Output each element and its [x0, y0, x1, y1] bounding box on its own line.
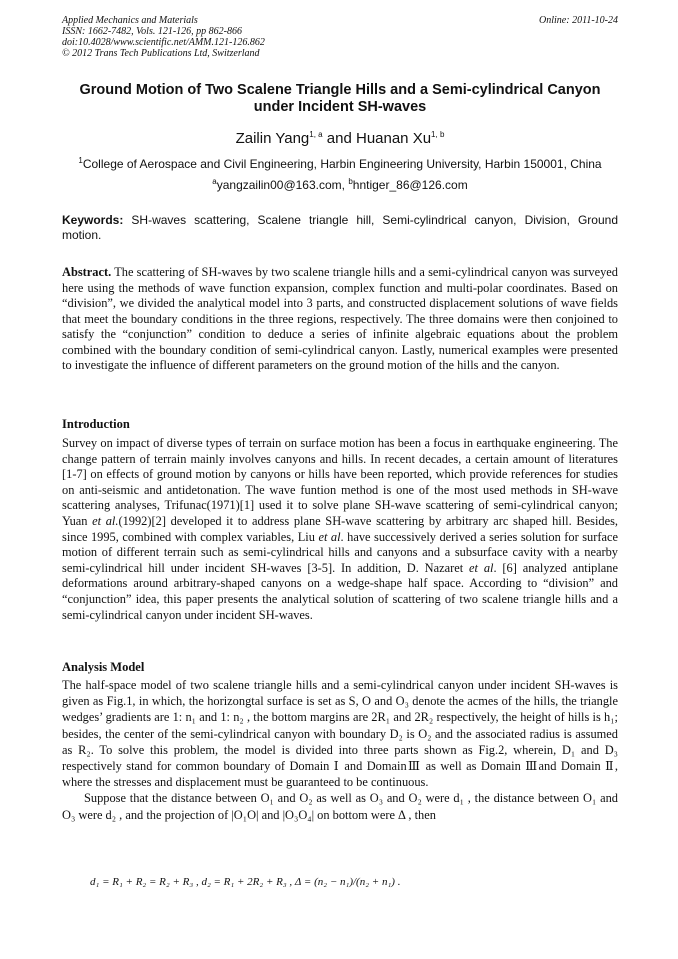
analysis-paragraph-1: The half-space model of two scalene triangle hills and a semi-cylindrical canyon under incident SH-waves is given as Fig.1, in which, the horizongtal surface is set as S, O and O₃ denote the acmes of the hills, the triangle wedges’ gradients are 1: n₁ and 1: n₂ , the bottom margins are 2R₁ and 2R₂ respectively, the height of hills is h₁; besides, the center of the semi-cylindrical canyon with boundary D₂ is O₂ and the associated radius is assumed as R₂. To solve this problem, the model is divided into three parts shown as Fig.2, wherein, D₁ and D₃ respectively stand for common boundary of Domain Ⅰ and DomainⅢ as well as Domain Ⅲand Domain Ⅱ, where the stresses and displacement must be guaranteed to be continuous.: [62, 678, 618, 790]
issn-line: ISSN: 1662-7482, Vols. 121-126, pp 862-866: [62, 26, 242, 37]
journal-name: Applied Mechanics and Materials: [62, 15, 198, 26]
author-1-sup: 1, a: [309, 130, 323, 139]
introduction-body: [62, 436, 618, 623]
email-a-sup: a: [212, 177, 217, 186]
intro-part-2: (1992)[2] developed it to address plane SH-wave scattering by arbitrary arc shaped hill. Besides, since 1995, combined with complex variables, Liu: [62, 513, 619, 544]
author-emails: [62, 178, 618, 192]
doi-line: doi:10.4028/www.scientific.net/AMM.121-126.862: [62, 37, 265, 48]
author-1: Zailin Yang: [235, 130, 310, 147]
email-a: yangzailin00@163.com,: [216, 178, 349, 192]
copyright-line: © 2012 Trans Tech Publications Ltd, Switzerland: [62, 48, 260, 59]
abstract-text: The scattering of SH-waves by two scalene triangle hills and a semi-cylindrical canyon was surveyed here using the methods of wave function expansion, complex function and multi-polar coordinates. Based on “division”, we divided the analytical model into 3 parts, and constructed displacement solutions of wave fields that meet the boundary conditions in the three regions, respectively. The three domains were then conjoined to satisfy the “conjunction” condition to deduce a series of infinite algebraic equations about the problem combined with the boundary condition of semi-cylindrical canyon. Lastly, numerical examples were presented to investigate the influence of different parameters on the ground motion of the hills and the canyon.: [62, 265, 618, 372]
keywords: [62, 213, 618, 243]
abstract: [62, 265, 618, 374]
online-date: Online: 2011-10-24: [539, 15, 618, 26]
affiliation-sup: 1: [78, 156, 83, 165]
analysis-model-heading: Analysis Model: [62, 660, 145, 674]
keywords-label: Keywords:: [62, 213, 124, 227]
author-connector: and: [322, 130, 356, 147]
email-b: hntiger_86@126.com: [352, 178, 468, 192]
affiliation-text: College of Aerospace and Civil Engineering, Harbin Engineering University, Harbin 150001, China: [82, 157, 602, 171]
intro-part-1: Survey on impact of diverse types of terrain on surface motion has been a focus in earthquake engineering. The change pattern of terrain mainly involves canyons and hills. In recent decades, a certain amount of literatures [1-7] on effects of ground motion by canyons or hills have been reported, which provide references for studies on anti-seismic and antidetonation. The wave funtion method is one of the most used methods in SH-wave scattering analyses, Trifunac(1971)[1] used it to solve plane SH-wave scattering of semi-cylindrical canyon; Yuan: [62, 436, 618, 528]
author-2: Huanan Xu: [355, 130, 432, 147]
keywords-text: SH-waves scattering, Scalene triangle hill, Semi-cylindrical canyon, Division, Ground motion.: [62, 213, 618, 242]
intro-etal-2: et al: [318, 529, 341, 544]
paper-title: Ground Motion of Two Scalene Triangle Hills and a Semi-cylindrical Canyon under Incident SH-waves: [79, 82, 601, 115]
intro-etal-1: et al.: [92, 513, 119, 528]
intro-part-3: . have successively derived a series solution for surface motion of different terrain such as semi-cylindrical hills and canyons and a subsurface cavity with a nearby semi-cylindrical hill under incident SH-waves [3-5]. In addition, D. Nazaret: [62, 529, 619, 575]
author-line: [62, 130, 618, 147]
equation-1: d₁ = R₁ + R₂ = R₂ + R₃ , d₂ = R₁ + 2R₂ + R₃ , Δ = (n₂ − n₁)/(n₂ + n₁) .: [90, 876, 401, 888]
affiliation: [62, 157, 618, 171]
abstract-label: Abstract.: [62, 265, 112, 279]
journal-header: [62, 15, 618, 59]
intro-part-4: . [6] analyzed antiplane deformations around arbitrary-shaped canyons on a wedge-shape half space. According to “division” and “conjunction” idea, this paper presents the analytical solution of scattering of two scalene triangle hills and a semi-cylindrical canyon under incident SH-waves.: [62, 560, 618, 622]
analysis-model-body: [62, 677, 618, 823]
author-2-sup: 1, b: [431, 130, 445, 139]
analysis-paragraph-2: Suppose that the distance between O₁ and O₂ as well as O₃ and O₂ were d₁ , the distance between O₁ and O₃ were d₂ , and the projection of |O₁O| and |O₃O₄| on bottom were Δ , then: [62, 791, 618, 822]
email-b-sup: b: [348, 177, 353, 186]
introduction-heading: Introduction: [62, 417, 130, 431]
intro-etal-3: et al: [469, 560, 494, 575]
